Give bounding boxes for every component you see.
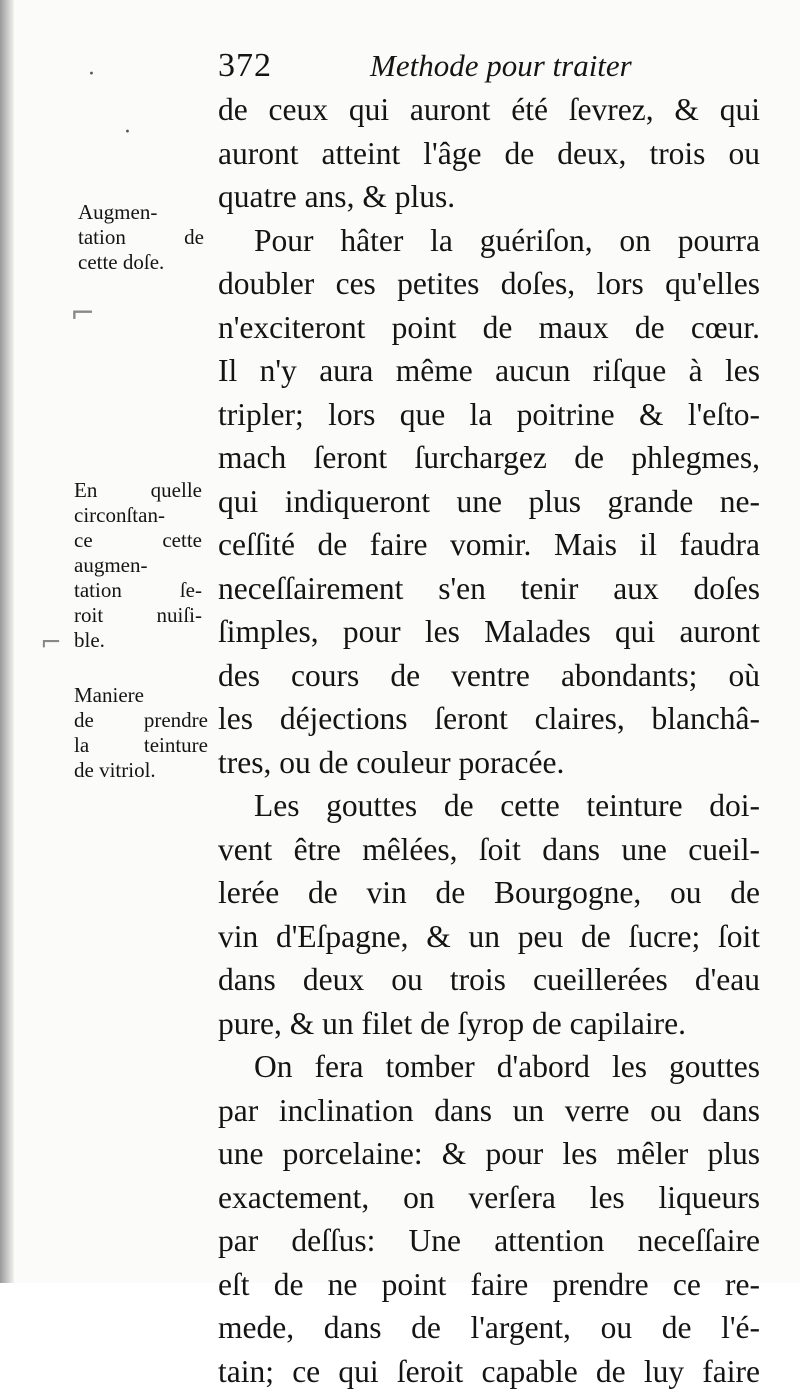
text-line: mach ſeront ſurchargez de phlegmes, [218, 436, 760, 480]
margin-note-line: Maniere [74, 683, 208, 708]
text-line: par inclination dans un verre ou dans [218, 1089, 760, 1133]
text-line: eſt de ne point faire prendre ce re- [218, 1263, 760, 1307]
margin-note-line: augmen- [74, 553, 202, 578]
body-text [218, 88, 760, 1393]
text-line: qui indiqueront une plus grande ne- [218, 480, 760, 524]
text-line: de ceux qui auront été ſevrez, & qui [218, 88, 760, 132]
text-line: Les gouttes de cette teinture doi- [218, 784, 760, 828]
margin-note-line: ble. [74, 628, 202, 653]
text-line: neceſſairement s'en tenir aux doſes [218, 567, 760, 611]
text-line: auront atteint l'âge de deux, trois ou [218, 132, 760, 176]
margin-note-line: la teinture [74, 733, 208, 758]
text-line: lerée de vin de Bourgogne, ou de [218, 871, 760, 915]
page-gutter-shadow [0, 0, 14, 1283]
text-line: une porcelaine: & pour les mêler plus [218, 1132, 760, 1176]
margin-note-line: tation de [78, 225, 204, 250]
text-line: Pour hâter la guériſon, on pourra [218, 219, 760, 263]
text-line: des cours de ventre abondants; où [218, 654, 760, 698]
running-title: Methode pour traiter [370, 44, 632, 88]
scan-speck: ⌐ [40, 628, 62, 658]
text-line: vin d'Eſpagne, & un peu de ſucre; ſoit [218, 915, 760, 959]
margin-note-line: de vitriol. [74, 758, 208, 783]
text-line: quatre ans, & plus. [218, 175, 760, 219]
margin-note-line: roit nuiſi- [74, 603, 202, 628]
text-line: tres, ou de couleur poracée. [218, 741, 760, 785]
text-line: les déjections ſeront claires, blanchâ- [218, 697, 760, 741]
text-line: tain; ce qui ſeroit capable de luy faire [218, 1350, 760, 1393]
text-line: par deſſus: Une attention neceſſaire [218, 1219, 760, 1263]
scan-speck: ⌐ [70, 296, 95, 331]
margin-note-line: de prendre [74, 708, 208, 733]
text-line: exactement, on verſera les liqueurs [218, 1176, 760, 1220]
margin-note-augmentation [78, 200, 204, 275]
margin-note-line: circonſtan- [74, 503, 202, 528]
text-line: mede, dans de l'argent, ou de l'é- [218, 1306, 760, 1350]
margin-note-line: En quelle [74, 478, 202, 503]
text-line: On fera tomber d'abord les gouttes [218, 1045, 760, 1089]
text-line: dans deux ou trois cueillerées d'eau [218, 958, 760, 1002]
scan-speck: · [124, 120, 131, 145]
text-line: n'exciteront point de maux de cœur. [218, 306, 760, 350]
margin-note-manner [74, 683, 208, 783]
text-line: doubler ces petites doſes, lors qu'elles [218, 262, 760, 306]
text-line: pure, & un filet de ſyrop de capilaire. [218, 1002, 760, 1046]
text-line: ſimples, pour les Malades qui auront [218, 610, 760, 654]
margin-note-line: tation ſe- [74, 578, 202, 603]
margin-note-line: cette doſe. [78, 250, 204, 275]
text-line: ceſſité de faire vomir. Mais il faudra [218, 523, 760, 567]
margin-note-circumstance [74, 478, 202, 653]
page-header [218, 44, 758, 88]
text-line: vent être mêlées, ſoit dans une cueil- [218, 828, 760, 872]
text-line: tripler; lors que la poitrine & l'eſto- [218, 393, 760, 437]
text-line: Il n'y aura même aucun riſque à les [218, 349, 760, 393]
page-number: 372 [218, 44, 272, 88]
margin-note-line: ce cette [74, 528, 202, 553]
margin-note-line: Augmen- [78, 200, 204, 225]
scan-speck: · [88, 62, 95, 87]
